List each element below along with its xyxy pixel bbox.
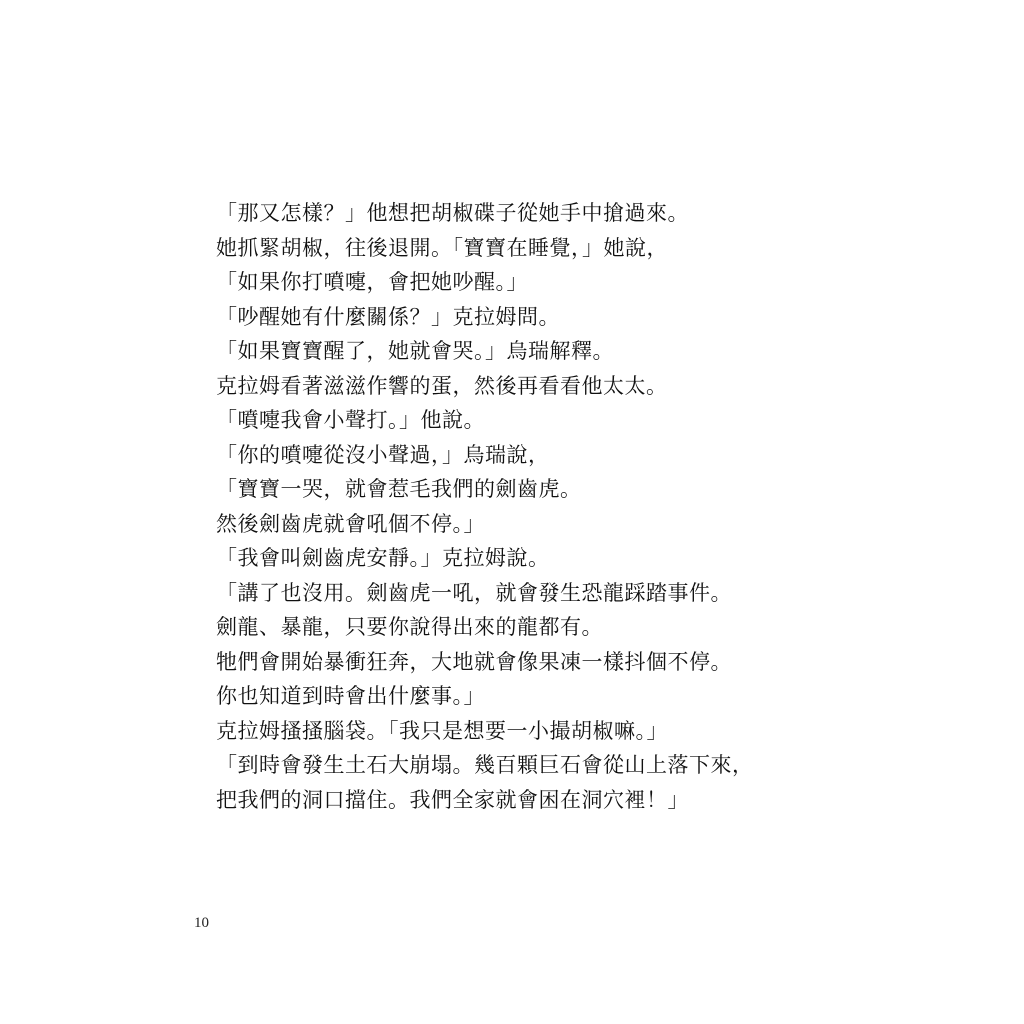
text-line: 「如果寶寶醒了，她就會哭。」烏瑞解釋。	[216, 339, 614, 363]
text-line: 她抓緊胡椒，往後退開。「寶寶在睡覺，」她說，	[216, 235, 668, 260]
text-line: 把我們的洞口擋住。我們全家就會困在洞穴裡！」	[216, 787, 689, 812]
text-line: 「我會叫劍齒虎安靜。」克拉姆說。	[216, 546, 550, 570]
text-line: 克拉姆看著滋滋作響的蛋，然後再看看他太太。	[216, 373, 668, 398]
text-line: 克拉姆搔搔腦袋。「我只是想要一小撮胡椒嘛。」	[216, 718, 668, 743]
text-line: 「講了也沒用。劍齒虎一吼，就會發生恐龍踩踏事件。	[216, 580, 732, 605]
text-line: 牠們會開始暴衝狂奔，大地就會像果凍一樣抖個不停。	[216, 649, 732, 674]
text-line: 然後劍齒虎就會吼個不停。」	[216, 511, 485, 536]
body-text	[216, 196, 836, 817]
text-line: 「到時會發生土石大崩塌。幾百顆巨石會從山上落下來，	[216, 753, 754, 777]
text-line: 「吵醒她有什麼關係？」克拉姆問。	[216, 304, 560, 329]
text-line: 「那又怎樣？」他想把胡椒碟子從她手中搶過來。	[216, 201, 689, 225]
text-line: 你也知道到時會出什麼事。」	[216, 684, 485, 708]
text-line: 「如果你打噴嚏，會把她吵醒。」	[216, 270, 528, 294]
text-line: 劍龍、暴龍，只要你說得出來的龍都有。	[216, 615, 603, 639]
text-line: 「寶寶一哭，就會惹毛我們的劍齒虎。	[216, 477, 582, 501]
page-number: 10	[194, 915, 209, 931]
text-line: 「你的噴嚏從沒小聲過，」烏瑞說，	[216, 442, 550, 467]
text-line: 「噴嚏我會小聲打。」他說。	[216, 408, 485, 432]
